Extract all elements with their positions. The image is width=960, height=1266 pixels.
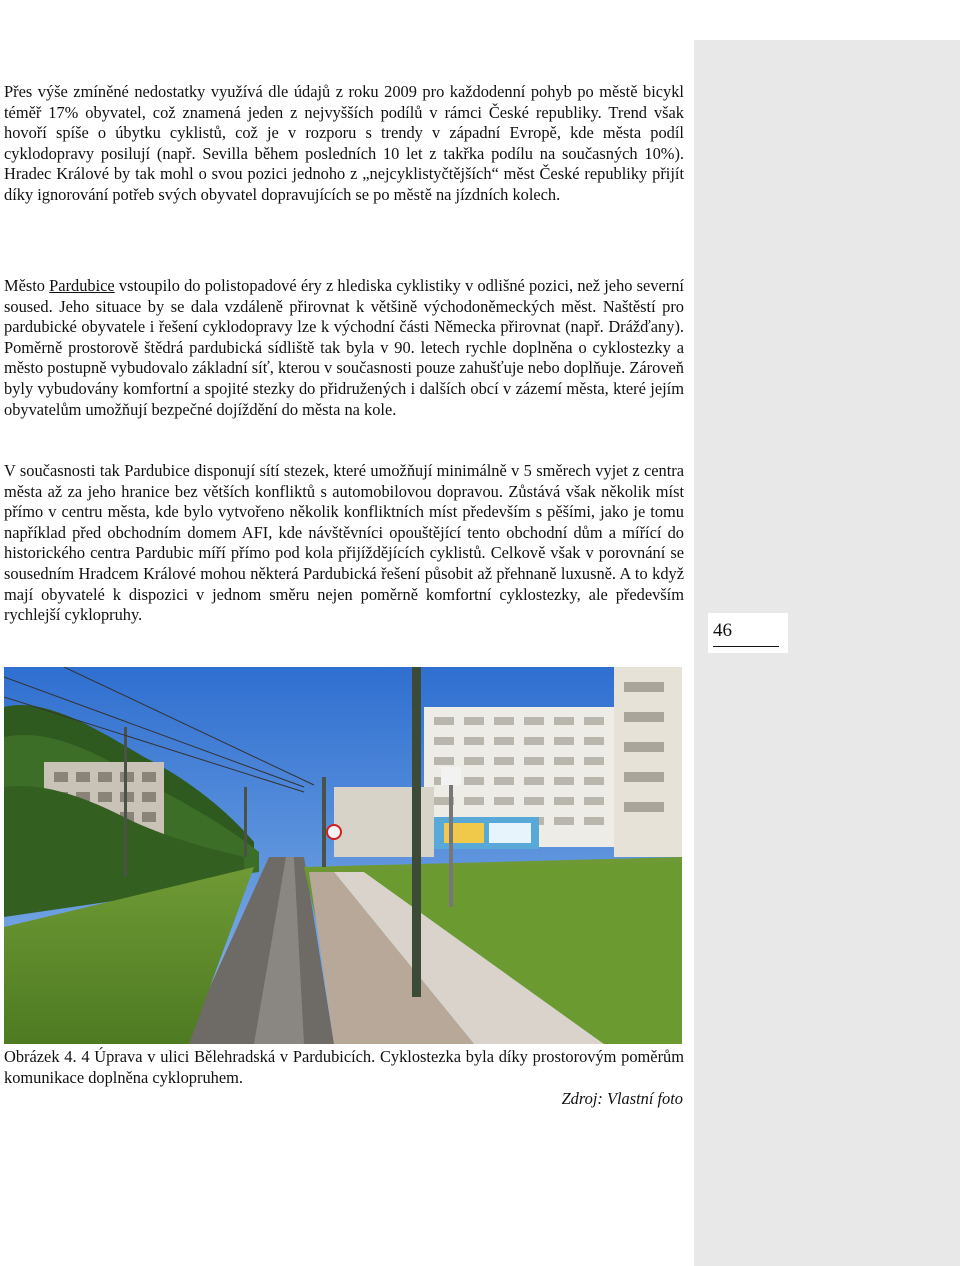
page-number: 46 — [713, 620, 779, 647]
figure-caption: Obrázek 4. 4 Úprava v ulici Bělehradská v Pardubicích. Cyklostezka byla díky prostorovým poměrům komunikace doplněna cyklopruhem. — [4, 1047, 684, 1087]
paragraph-2-start: Město — [4, 276, 50, 295]
margin-sidebar-top — [694, 0, 960, 40]
paragraph-2 — [4, 276, 684, 420]
figure-source: Zdroj: Vlastní foto — [561, 1089, 683, 1108]
street-photo — [4, 667, 682, 1044]
paragraph-3: V současnosti tak Pardubice disponují sítí stezek, které umožňují minimálně v 5 směrech vyjet z centra města až za jeho hranice bez větších konfliktů s automobilovou dopravou. Zůstává však několik míst přímo v centru města, kde bylo vytvořeno několik konfliktních míst především s pěšími, jako je tomu například před obchodním domem AFI, kde návštěvníci opouštějící tento obchodní dům a mířící do historického centra Pardubic míří přímo pod kola přijíždějících cyklistů. Celkově však v porovnání se sousedním Hradcem Králové mohou některá Pardubická řešení působit až přehnaně luxusně. A to když mají obyvatelé k dispozici v jednom směru nejen poměrně komfortní cyklostezky, ale především rychlejší cyklopruhy. — [4, 461, 684, 625]
pardubice-link[interactable]: Pardubice — [49, 276, 115, 295]
paragraph-1: Přes výše zmíněné nedostatky využívá dle údajů z roku 2009 pro každodenní pohyb po městě bicykl téměř 17% obyvatel, což znamená jeden z nejvyšších podílů v rámci České republiky. Trend však hovoří spíše o úbytku cyklistů, což je v rozporu s trendy v západní Evropě, kde města podíl cyklodopravy posilují (např. Sevilla během posledních 10 let z takřka podílu na současných 10%). Hradec Králové by tak mohl o svou pozici jednoho z „nejcyklistyčtějších“ měst České republiky přijít díky ignorování potřeb svých obyvatel dopravujících se po městě na jízdních kolech. — [4, 82, 684, 204]
paragraph-2-rest: vstoupilo do polistopadové éry z hlediska cyklistiky v odlišné pozici, než jeho severní soused. Jeho situace by se dala vzdáleně přirovnat k většině východoněmeckých měst. Naštěstí pro pardubické obyvatele i řešení cyklodopravy lze k východní části Německa přirovnat (např. Drážďany). Poměrně prostorově štědrá pardubická sídliště tak byla v 90. letech rychle doplněna o cyklostezky a město postupně vybudovalo základní síť, kterou v současnosti pouze zahušťuje nebo doplňuje. Zároveň byly vybudovány komfortní a spojité stezky do přidružených i dalších obcí v zázemí města, které jejím obyvatelům umožňují bezpečné dojíždění do města na kole. — [4, 276, 684, 419]
